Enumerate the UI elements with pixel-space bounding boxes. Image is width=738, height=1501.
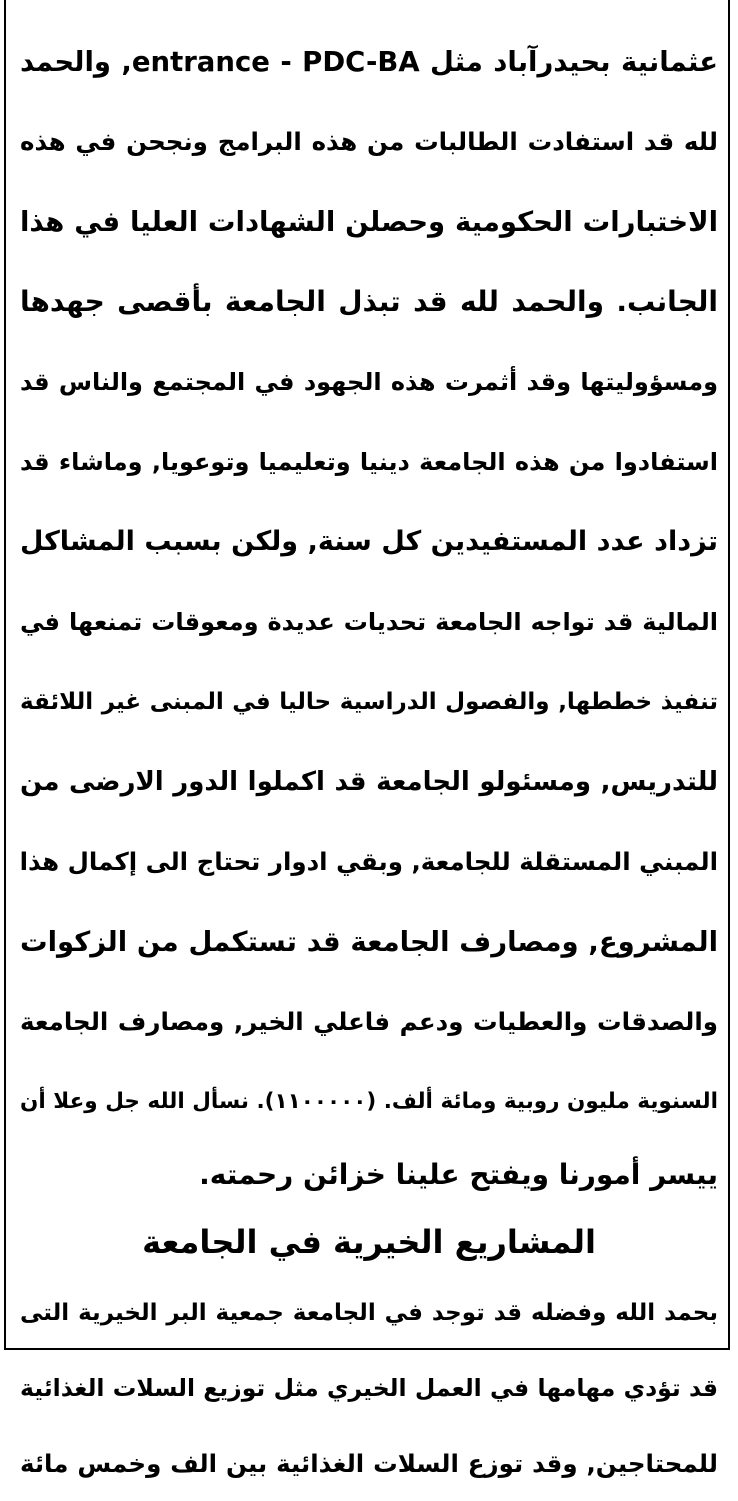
text-line: المبني المستقلة للجامعة, وبقي ادوار تحتاج الى إكمال هذا: [20, 847, 718, 876]
text-line: المشروع, ومصارف الجامعة قد تستكمل من الزكوات: [20, 926, 718, 958]
paragraph-charity-projects: [20, 1276, 718, 1501]
text-line: قد تؤدي مهامها في العمل الخيري مثل توزيع السلات الغذائية: [20, 1374, 718, 1402]
text-line: للمحتاجين, وقد توزع السلات الغذائية بين الف وخمس مائة: [20, 1449, 718, 1478]
text-line: الاختبارات الحكومية وحصلن الشهادات العليا في هذا: [20, 206, 718, 238]
text-line: بحمد الله وفضله قد توجد في الجامعة جمعية البر الخيرية التى: [20, 1300, 718, 1326]
text-line: الجانب. والحمد لله قد تبذل الجامعة بأقصى جهدها: [20, 285, 718, 318]
text-line: لله قد استفادت الطالبات من هذه البرامج ونجحن في هذه: [20, 127, 718, 156]
text-line: ومسؤوليتها وقد أثمرت هذه الجهود في المجتمع والناس قد: [20, 368, 718, 396]
paragraph-university-programs: [20, 22, 718, 1208]
text-line: ييسر أمورنا ويفتح علينا خزائن رحمته.: [199, 1158, 718, 1191]
text-line: السنوية مليون روبية ومائة ألف. (١١٠٠٠٠٠). نسأل الله جل وعلا أن: [20, 1089, 718, 1114]
text-line: للتدريس, ومسئولو الجامعة قد اكملوا الدور الارضى من: [20, 767, 718, 797]
text-line: عثمانية بحيدرآباد مثل entrance - PDC-BA, والحمد: [20, 46, 718, 78]
text-line: المالية قد تواجه الجامعة تحديات عديدة ومعوقات تمنعها في: [20, 608, 718, 636]
text-line: والصدقات والعطيات ودعم فاعلي الخير, ومصارف الجامعة: [20, 1007, 718, 1036]
text-line: استفادوا من هذه الجامعة دينيا وتعليميا وتوعويا, وماشاء قد: [20, 448, 718, 476]
section-heading: المشاريع الخيرية في الجامعة: [142, 1223, 596, 1261]
text-line: تزداد عدد المستفيدين كل سنة, ولكن بسبب المشاكل: [20, 526, 718, 557]
text-line: تنفيذ خططها, والفصول الدراسية حاليا في المبنى غير اللائقة: [20, 689, 718, 715]
document-body: [20, 22, 718, 1501]
